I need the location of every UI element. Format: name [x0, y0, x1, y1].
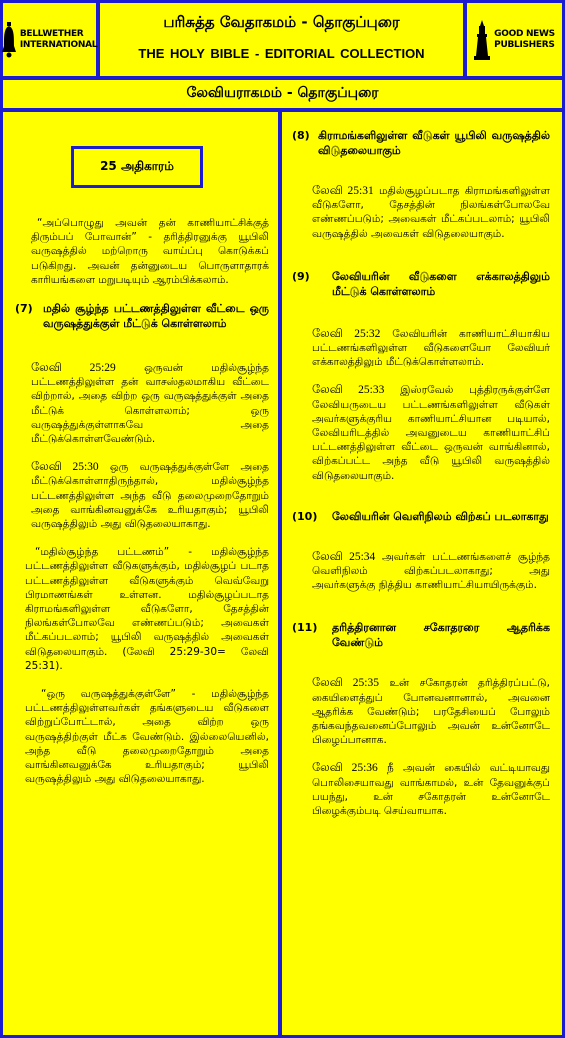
verse-25-31 [312, 184, 550, 241]
bellwether-logo [3, 3, 96, 76]
verse-25-30 [31, 460, 269, 531]
verse-text-25-29: ஒருவன் மதில்சூழ்ந்த பட்டணத்திலுள்ள தன் வாசஸ்தலமாகிய வீட்டை விற்றால், அதை விற்ற ஒரு வருஷத்துக்குள் அதை மீட்டுக் கொள்ளலாம்; ஒரு வருஷத்துக்குள்ளாகவே அதை மீட்டுக்கொள்ளவேண்டும். [31, 362, 269, 446]
verse-25-36 [312, 761, 550, 818]
section-10-title: லேவியரின் வெளிநிலம் விற்கப் படலாகாது [332, 509, 549, 523]
book-title: லேவியராகமம் - தொகுப்புரை [186, 85, 379, 101]
section-8-number: (8) [292, 129, 310, 142]
intro-paragraph: “அப்பொழுது அவன் தன் காணியாட்சிக்குத் திரும்பப் போவான்” - தரித்திரனுக்கு யூபிலி வருஷத்தில் மற்றொரு வாய்ப்பு கொடுக்கப் படுகிறது. அவன் தன்னுடைய பொருளாதாரக் காரியங்களை மறுபடியும் ஆரம்பிக்கலாம். [31, 217, 269, 286]
verse-25-32 [312, 327, 550, 370]
verse-25-33 [312, 383, 550, 482]
good-news-logo [467, 3, 562, 76]
section-7-title: மதில் சூழ்ந்த பட்டணத்திலுள்ள வீட்டை ஒரு வருஷத்துக்குள் மீட்டுக் கொள்ளலாம் [43, 302, 269, 331]
verse-ref-25-30: லேவி 25:30 [31, 461, 99, 474]
verse-ref-25-32: லேவி 25:32 [312, 327, 381, 340]
book-title-bar [3, 80, 562, 108]
logo-left-line1: BELLWETHER [19, 28, 84, 39]
section-7-number: (7) [15, 302, 33, 316]
logo-right-line1: GOOD NEWS [494, 28, 555, 39]
verse-ref-25-33: லேவி 25:33 [312, 384, 385, 397]
right-column [282, 112, 562, 1035]
header-title-english: THE HOLY BIBLE - EDITORIAL COLLECTION [138, 46, 425, 61]
tower-icon [474, 20, 490, 60]
verse-text-25-32: லேவியரின் காணியாட்சியாகிய பட்டணங்களிலுள்ள வீடுகளையோ லேவியர் எக்காலத்திலும் மீட்டுக்கொள்ளலாம். [312, 327, 550, 369]
chapter-label: 25 அதிகாரம் [71, 146, 203, 188]
section-10-heading [292, 509, 550, 524]
verse-ref-25-34: லேவி 25:34 [312, 550, 376, 563]
verse-25-34 [312, 550, 550, 593]
section-9-title: லேவியரின் வீடுகளை எக்காலத்திலும் மீட்டுக் கொள்ளலாம் [332, 269, 550, 298]
header-title-box [100, 3, 463, 76]
left-column-text [15, 216, 269, 787]
verse-ref-25-35: லேவி 25:35 [312, 677, 379, 690]
logo-left-line2: INTERNATIONAL [19, 39, 98, 50]
section-11-number: (11) [292, 621, 318, 635]
commentary-walled-city: “மதில்சூழ்ந்த பட்டணம்” - மதில்சூழ்ந்த பட்டணத்திலுள்ள வீடுகளுக்கும், மதில்சூழப் படாத பட்டணத்திலுள்ள வீடுகளுக்கும் வெவ்வேறு பிரமாணங்கள் உள்ளன. மதில்சூழப்படாத கிராமங்களிலுள்ள வீடுகளோ, தேசத்தின் நிலங்கள்போலவே எண்ணப்படும்; அவைகள் மீட்கப்படலாம்; யூபிலி வருஷத்தில் அவைகள் விடுதலையாகும். (லேவி 25:29-30= லேவி 25:31). [25, 546, 269, 672]
verse-text-25-31: மதில்சூழப்படாத கிராமங்களிலுள்ள வீடுகளோ, தேசத்தின் நிலங்கள்போலவே எண்ணப்படும்; அவைகள் மீட்கப்படலாம்; யூபிலி வருஷத்தில் அவைகள் விடுதலையாகும். [312, 185, 550, 240]
logo-right-line2: PUBLISHERS [494, 39, 555, 50]
verse-25-35 [312, 676, 550, 747]
bell-icon [2, 22, 16, 58]
section-8-heading [292, 128, 550, 158]
section-10-number: (10) [292, 509, 318, 523]
verse-text-25-30: ஒரு வருஷத்துக்குள்ளே அதை மீட்டுக்கொள்ளாதிருந்தால், மதில்சூழ்ந்த பட்டணத்திலுள்ள அந்த வீடு தலைமுறைதோறும் அதை வாங்கினவனுக்கே உரியதாகும்; யூபிலி வருஷத்திலும் அது விடுதலையாகாது. [31, 461, 269, 531]
section-11-title: தரித்திரனான சகோதரரை ஆதரிக்க வேண்டும் [332, 621, 550, 650]
section-9-heading [292, 269, 550, 299]
left-column [3, 112, 278, 1035]
right-column-text [292, 128, 550, 818]
verse-25-29 [31, 361, 269, 446]
commentary-within-year: “ஒரு வருஷத்துக்குள்ளே” - மதில்சூழ்ந்த பட்டணத்திலுள்ளவர்கள் தங்களுடைய வீடுகளை விற்றுப்போட்டால், அதை விற்ற ஒரு வருஷத்திற்குள் மீட்க வேண்டும். இல்லையெனில், அந்த வீடு தலைமுறைதோறும் அதை வாங்கினவனுக்கே உரியதாகும்; யூபிலி வருஷத்திலும் அது விடுதலையாகாது. [25, 688, 269, 786]
verse-ref-25-36: லேவி 25:36 [312, 762, 378, 775]
section-7-heading [15, 301, 269, 331]
header-title-tamil: பரிசுத்த வேதாகமம் - தொகுப்புரை [163, 13, 400, 31]
section-9-number: (9) [292, 269, 310, 283]
verse-ref-25-31: லேவி 25:31 [312, 185, 374, 197]
verse-text-25-33: இஸ்ரவேல் புத்திரருக்குள்ளே லேவியருடைய பட்டணங்களிலுள்ள வீடுகள் அவர்களுக்குரிய காணியாட்சியான படியால், லேவியரிடத்தில் அவனுடைய காணியாட்சிப் பட்டணத்திலுள்ள வீட்டை ஒருவன் வாங்கினால், விற்கப்பட்ட அந்த வீடு யூபிலி வருஷத்தில் விடுதலையாகும். [312, 384, 550, 482]
verse-ref-25-29: லேவி 25:29 [31, 362, 116, 375]
section-8-title: கிராமங்களிலுள்ள வீடுகள் யூபிலி வருஷத்தில் விடுதலையாகும் [318, 129, 550, 157]
verse-text-25-36: நீ அவன் கையில் வட்டியாவது பொலிசையாவது வாங்காமல், உன் தேவனுக்குப் பயந்து, உன் சகோதரன் உன்னோடே பிழைக்கும்படி செய்வாயாக. [312, 762, 550, 818]
verse-text-25-34: அவர்கள் பட்டணங்களைச் சூழ்ந்த வெளிநிலம் விற்கப்படலாகாது; அது அவர்களுக்கு நித்திய காணியாட்சியாயிருக்கும். [312, 550, 550, 592]
verse-text-25-35: உன் சகோதரன் தரித்திரப்பட்டு, கையிளைத்துப் போனவனானால், அவனை ஆதரிக்க வேண்டும்; பரதேசியைப் போலும் தங்கவந்தவனைப்போலும் அவன் உன்னோடே பிழைப்பானாக. [312, 677, 550, 747]
section-11-heading [292, 620, 550, 650]
